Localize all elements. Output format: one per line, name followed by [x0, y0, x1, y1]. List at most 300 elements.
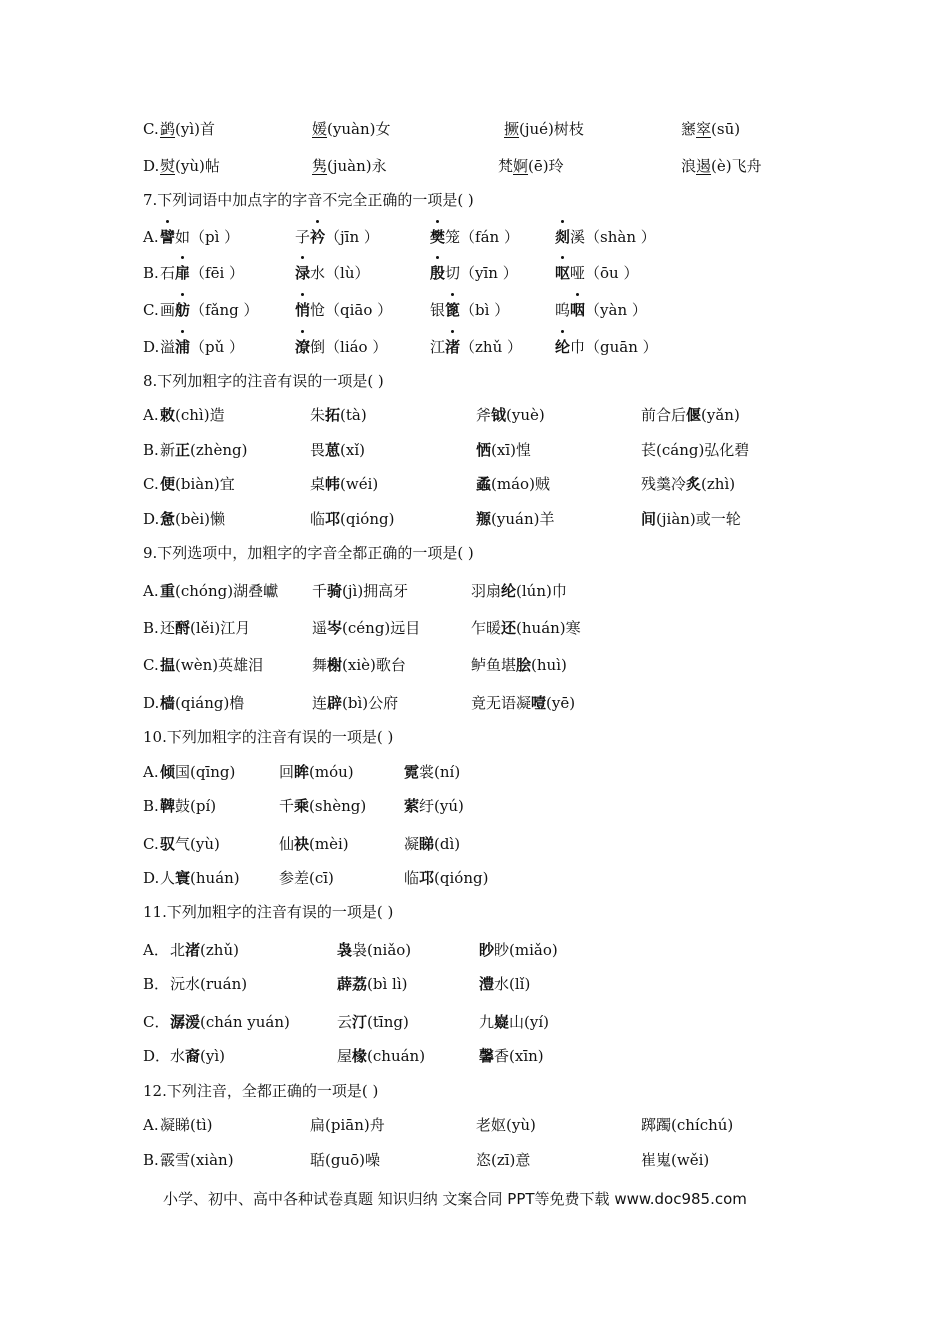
- option-text: (bì lì): [367, 975, 408, 993]
- option-text: (ē)玲: [528, 157, 564, 175]
- option-item: [160, 469, 235, 499]
- marked-character: 眸: [294, 763, 310, 781]
- option-item: [160, 504, 225, 534]
- underlined-character: 婀: [513, 157, 529, 175]
- option-text: (xī)惶: [491, 441, 531, 459]
- option-text: 沅水(ruán): [170, 975, 248, 993]
- option-item: [555, 295, 647, 325]
- option-item: [160, 829, 220, 859]
- option-text: 鲈鱼堪: [471, 656, 517, 674]
- marked-character: 鞞: [160, 797, 176, 815]
- option-label: C.: [143, 475, 159, 493]
- option-item: [160, 650, 263, 680]
- marked-character: 椽: [352, 1047, 368, 1065]
- option-item: [555, 258, 638, 288]
- option-row: [0, 400, 950, 430]
- marked-character: 辟: [327, 694, 343, 712]
- option-text: (zhì): [701, 475, 736, 493]
- option-item: [312, 688, 398, 718]
- option-text: 银: [430, 301, 446, 319]
- option-text: （bì ）: [460, 301, 510, 319]
- option-text: 遥: [312, 619, 328, 637]
- option-label: B.: [143, 619, 159, 637]
- option-item: [312, 613, 420, 643]
- option-label: A.: [143, 228, 159, 246]
- footer: 小学、初中、高中各种试卷真题 知识归纳 文案合同 PPT等免费下载 www.doc985.com: [163, 1190, 747, 1208]
- marked-character: 间: [641, 510, 657, 528]
- option-text: (lún)巾: [516, 582, 567, 600]
- marked-character: 脍: [516, 656, 532, 674]
- marked-character: 拓: [325, 406, 341, 424]
- option-text: 屋: [337, 1047, 353, 1065]
- option-item: [555, 222, 656, 252]
- option-item: [295, 258, 369, 288]
- marked-character: 汀: [352, 1013, 368, 1031]
- option-item: [471, 576, 567, 606]
- option-row: [0, 576, 950, 606]
- marked-character: 正: [175, 441, 191, 459]
- option-row: [0, 504, 950, 534]
- marked-character: 舫: [175, 295, 190, 325]
- marked-character: 寰: [175, 869, 191, 887]
- marked-character: 殷: [430, 258, 445, 288]
- option-text: (shèng): [309, 797, 367, 815]
- option-text: 眇(miǎo): [494, 941, 558, 959]
- marked-character: 邛: [419, 869, 435, 887]
- option-text: (huì): [531, 656, 567, 674]
- option-item: [295, 222, 379, 252]
- marked-character: 嶷: [494, 1013, 510, 1031]
- question-stem: [0, 366, 950, 396]
- option-text: (yì): [200, 1047, 226, 1065]
- marked-character: 驭: [160, 835, 176, 853]
- option-text: (céng)远目: [342, 619, 421, 637]
- option-item: [430, 258, 518, 288]
- question-stem: [0, 185, 950, 215]
- option-text: 人: [160, 869, 176, 887]
- underlined-character: 隽: [312, 157, 328, 175]
- option-label: A.: [143, 763, 159, 781]
- option-text: 水: [170, 1047, 186, 1065]
- option-text: 水（lù）: [310, 264, 370, 282]
- option-text: (huán): [190, 869, 240, 887]
- option-row: [0, 435, 950, 465]
- option-label: A.: [143, 582, 159, 600]
- option-text: 浪: [681, 157, 697, 175]
- option-text: (yǎn): [701, 406, 740, 424]
- underlined-character: 熨: [160, 157, 176, 175]
- option-text: 参差(cī): [279, 869, 334, 887]
- option-text: 羽扇: [471, 582, 502, 600]
- option-item: [641, 504, 741, 534]
- option-item: [279, 791, 366, 821]
- option-text: (jiàn)或一轮: [656, 510, 741, 528]
- option-text: (bèi)懒: [175, 510, 225, 528]
- option-text: 扁(piān)舟: [310, 1116, 385, 1134]
- underlined-character: 窣: [696, 120, 712, 138]
- option-item: [160, 1110, 213, 1140]
- option-item: [160, 332, 244, 362]
- option-text: (bì)公府: [342, 694, 399, 712]
- marked-character: 酹: [175, 619, 191, 637]
- option-item: [279, 863, 334, 893]
- marked-character: 悄: [295, 295, 310, 325]
- question-stem: [0, 538, 950, 568]
- option-row: [0, 863, 950, 893]
- marked-character: 樊: [430, 222, 445, 252]
- option-item: [160, 757, 235, 787]
- option-text: (yuàn)女: [327, 120, 391, 138]
- option-item: [476, 1145, 530, 1175]
- option-row: [0, 222, 950, 252]
- option-item: [641, 1145, 709, 1175]
- option-item: [404, 863, 488, 893]
- marked-character: 帏: [325, 475, 341, 493]
- option-label: B．: [143, 975, 170, 993]
- option-row: [0, 1145, 950, 1175]
- option-text: 凝睇(tì): [160, 1116, 213, 1134]
- option-text: (è)飞舟: [711, 157, 762, 175]
- marked-character: 恓: [476, 441, 492, 459]
- marked-character: 渚: [445, 332, 460, 362]
- option-item: [310, 435, 365, 465]
- option-item: [295, 295, 392, 325]
- option-label: A.: [143, 1116, 159, 1134]
- option-label: B.: [143, 1151, 159, 1169]
- option-row: [0, 613, 950, 643]
- option-text: (yuè): [506, 406, 545, 424]
- marked-character: 剡: [555, 222, 570, 252]
- marked-character: 岑: [327, 619, 343, 637]
- option-item: [170, 935, 239, 965]
- option-text: 临: [310, 510, 326, 528]
- marked-character: 葸: [325, 441, 341, 459]
- option-label: C.: [143, 656, 159, 674]
- option-label: B.: [143, 441, 159, 459]
- option-item: [681, 114, 740, 144]
- option-text: 凝: [404, 835, 420, 853]
- option-item: [337, 935, 411, 965]
- marked-character: 乘: [294, 797, 310, 815]
- option-text: (xiè)歌台: [342, 656, 406, 674]
- marked-character: 蟊: [476, 475, 492, 493]
- option-text: (lěi)江月: [190, 619, 251, 637]
- option-text: 窸: [681, 120, 697, 138]
- option-text: (wéi): [340, 475, 379, 493]
- option-row: [0, 650, 950, 680]
- option-text: 鼓(pí): [175, 797, 217, 815]
- option-text: 袅(niǎo): [352, 941, 412, 959]
- marked-character: 便: [160, 475, 176, 493]
- option-row: [0, 114, 950, 144]
- option-item: [476, 1110, 536, 1140]
- option-item: [476, 435, 531, 465]
- option-item: [476, 469, 550, 499]
- option-row: [0, 151, 950, 181]
- option-text: （fǎng ）: [190, 301, 259, 319]
- option-text: 呜: [555, 301, 571, 319]
- question-text: 10.下列加粗字的注音有误的一项是( ): [143, 728, 394, 746]
- option-text: 桌: [310, 475, 326, 493]
- option-label: D.: [143, 869, 160, 887]
- option-item: [160, 1145, 234, 1175]
- option-text: 乍暖: [471, 619, 502, 637]
- option-text: 山(yí): [509, 1013, 550, 1031]
- option-text: 九: [479, 1013, 495, 1031]
- option-label: D.: [143, 694, 160, 712]
- option-text: 笼（fán ）: [445, 228, 519, 246]
- option-item: [337, 1007, 409, 1037]
- marked-character: 眇: [479, 941, 495, 959]
- option-item: [160, 222, 239, 252]
- option-item: [471, 688, 575, 718]
- option-text: (jué)树枝: [519, 120, 584, 138]
- option-text: 斧: [476, 406, 492, 424]
- option-item: [430, 332, 522, 362]
- option-text: 新: [160, 441, 176, 459]
- option-row: [0, 1110, 950, 1140]
- underlined-character: 鹢: [160, 120, 176, 138]
- option-text: 临: [404, 869, 420, 887]
- option-text: (xǐ): [340, 441, 365, 459]
- marked-character: 呕: [555, 258, 570, 288]
- option-item: [498, 151, 564, 181]
- option-item: [312, 650, 406, 680]
- option-item: [310, 1110, 385, 1140]
- marked-character: 樯: [160, 694, 176, 712]
- underlined-character: 遏: [696, 157, 712, 175]
- option-item: [170, 1041, 225, 1071]
- question-text: 12.下列注音，全都正确的一项是( ): [143, 1082, 379, 1100]
- marked-character: 渌: [295, 258, 310, 288]
- option-label: C.: [143, 835, 159, 853]
- marked-character: 炙: [686, 475, 702, 493]
- option-item: [479, 1041, 544, 1071]
- option-text: 还: [160, 619, 176, 637]
- option-text: （jīn ）: [325, 228, 379, 246]
- marked-character: 篦: [445, 295, 460, 325]
- option-text: (yuán)羊: [491, 510, 555, 528]
- option-text: (zhǔ): [200, 941, 239, 959]
- option-text: 纡(yú): [419, 797, 464, 815]
- question-text: 9.下列选项中，加粗字的字音全都正确的一项是( ): [143, 544, 474, 562]
- option-text: (chóng)湖叠巘: [175, 582, 279, 600]
- option-text: (chì)造: [175, 406, 225, 424]
- option-text: 前合后: [641, 406, 687, 424]
- option-row: [0, 469, 950, 499]
- option-text: 溢: [160, 338, 176, 356]
- marked-character: 咽: [570, 295, 585, 325]
- option-text: 崔嵬(wěi): [641, 1151, 710, 1169]
- question-stem: [0, 897, 950, 927]
- option-text: (biàn)宜: [175, 475, 235, 493]
- option-item: [310, 400, 367, 430]
- option-item: [337, 1041, 425, 1071]
- option-text: （yàn ）: [585, 301, 647, 319]
- option-text: (yì)首: [175, 120, 215, 138]
- option-item: [312, 114, 390, 144]
- option-item: [430, 222, 519, 252]
- option-row: [0, 935, 950, 965]
- option-text: 仙: [279, 835, 295, 853]
- option-item: [170, 969, 247, 999]
- option-text: 巾（guān ）: [570, 338, 658, 356]
- option-text: 溪（shàn ）: [570, 228, 656, 246]
- marked-character: 重: [160, 582, 176, 600]
- question-text: 8.下列加粗字的注音有误的一项是( ): [143, 372, 384, 390]
- option-text: (jì)拥高牙: [342, 582, 409, 600]
- option-text: 回: [279, 763, 295, 781]
- marked-character: 袂: [294, 835, 310, 853]
- underlined-character: 媛: [312, 120, 328, 138]
- option-text: (qióng): [434, 869, 489, 887]
- option-text: （fēi ）: [190, 264, 245, 282]
- option-item: [479, 969, 530, 999]
- option-row: [0, 295, 950, 325]
- option-text: 哑（ōu ）: [570, 264, 639, 282]
- option-text: 竟无语凝: [471, 694, 532, 712]
- option-text: (zhèng): [190, 441, 248, 459]
- option-row: [0, 757, 950, 787]
- marked-character: 潺湲: [170, 1013, 201, 1031]
- option-text: (máo)贼: [491, 475, 550, 493]
- marked-character: 衿: [310, 222, 325, 252]
- option-item: [160, 151, 220, 181]
- option-item: [404, 757, 460, 787]
- option-label: D.: [143, 338, 160, 356]
- option-text: (yē): [546, 694, 576, 712]
- question-text: 11.下列加粗字的注音有误的一项是( ): [143, 903, 394, 921]
- option-text: 踯躅(chíchú): [641, 1116, 734, 1134]
- option-item: [337, 969, 407, 999]
- option-text: 梵: [498, 157, 514, 175]
- option-item: [160, 791, 216, 821]
- option-label: D.: [143, 157, 160, 175]
- option-item: [310, 504, 394, 534]
- option-label: B.: [143, 797, 159, 815]
- option-row: [0, 969, 950, 999]
- option-item: [476, 504, 554, 534]
- option-item: [479, 1007, 549, 1037]
- option-row: [0, 1041, 950, 1071]
- option-label: C.: [143, 301, 159, 319]
- option-text: 朱: [310, 406, 326, 424]
- option-row: [0, 688, 950, 718]
- marked-character: 纶: [501, 582, 517, 600]
- option-text: (chuán): [367, 1047, 426, 1065]
- option-item: [555, 332, 658, 362]
- option-text: 气(yù): [175, 835, 220, 853]
- marked-character: 敕: [160, 406, 176, 424]
- option-row: [0, 1007, 950, 1037]
- option-item: [641, 1110, 733, 1140]
- option-row: [0, 829, 950, 859]
- option-label: B.: [143, 264, 159, 282]
- marked-character: 萦: [404, 797, 420, 815]
- option-text: 江: [430, 338, 446, 356]
- option-item: [160, 400, 225, 430]
- option-text: 国(qīng): [175, 763, 236, 781]
- marked-character: 纶: [555, 332, 570, 362]
- option-item: [430, 295, 509, 325]
- option-text: 裳(ní): [419, 763, 461, 781]
- option-item: [641, 435, 749, 465]
- option-item: [160, 863, 240, 893]
- option-text: 画: [160, 301, 176, 319]
- option-label: D．: [143, 1047, 171, 1065]
- marked-character: 噎: [531, 694, 547, 712]
- option-text: 舞: [312, 656, 328, 674]
- marked-character: 邛: [325, 510, 341, 528]
- option-text: 聒(guō)噪: [310, 1151, 380, 1169]
- option-text: (dì): [434, 835, 461, 853]
- option-text: (qiáng)橹: [175, 694, 245, 712]
- option-item: [160, 576, 278, 606]
- underlined-character: 撅: [504, 120, 520, 138]
- option-item: [641, 469, 735, 499]
- marked-character: 惫: [160, 510, 176, 528]
- option-text: 恣(zī)意: [476, 1151, 531, 1169]
- marked-character: 骑: [327, 582, 343, 600]
- option-item: [160, 435, 247, 465]
- option-item: [476, 400, 545, 430]
- option-text: 香(xīn): [494, 1047, 544, 1065]
- option-item: [160, 114, 215, 144]
- question-stem: [0, 722, 950, 752]
- option-label: C．: [143, 1013, 170, 1031]
- option-item: [295, 332, 387, 362]
- marked-character: 裔: [185, 1047, 201, 1065]
- option-text: 水(lǐ): [494, 975, 531, 993]
- option-text: (móu): [309, 763, 354, 781]
- option-text: 畏: [310, 441, 326, 459]
- marked-character: 扉: [175, 258, 190, 288]
- marked-character: 霓: [404, 763, 420, 781]
- option-text: 怆（qiāo ）: [310, 301, 393, 319]
- option-text: (qióng): [340, 510, 395, 528]
- option-text: 老妪(yù): [476, 1116, 536, 1134]
- option-text: 连: [312, 694, 328, 712]
- option-text: 云: [337, 1013, 353, 1031]
- option-text: (juàn)永: [327, 157, 387, 175]
- option-item: [681, 151, 762, 181]
- option-text: 千: [279, 797, 295, 815]
- marked-character: 偃: [686, 406, 702, 424]
- marked-character: 羱: [476, 510, 492, 528]
- marked-character: 袅: [337, 941, 353, 959]
- option-item: [160, 295, 259, 325]
- option-item: [479, 935, 558, 965]
- option-text: （zhǔ ）: [460, 338, 523, 356]
- option-item: [310, 1145, 380, 1175]
- option-text: 倒（liáo ）: [310, 338, 388, 356]
- option-text: 霰雪(xiàn): [160, 1151, 234, 1169]
- marked-character: 譬: [160, 222, 175, 252]
- option-text: (sū): [711, 120, 741, 138]
- option-item: [170, 1007, 290, 1037]
- option-row: [0, 258, 950, 288]
- option-item: [310, 469, 378, 499]
- option-text: 子: [295, 228, 311, 246]
- option-text: 残羹冷: [641, 475, 687, 493]
- option-text: 切（yīn ）: [445, 264, 518, 282]
- option-item: [312, 151, 387, 181]
- option-text: （pǔ ）: [190, 338, 245, 356]
- marked-character: 渚: [185, 941, 201, 959]
- marked-character: 还: [501, 619, 517, 637]
- marked-character: 钺: [491, 406, 507, 424]
- marked-character: 揾: [160, 656, 176, 674]
